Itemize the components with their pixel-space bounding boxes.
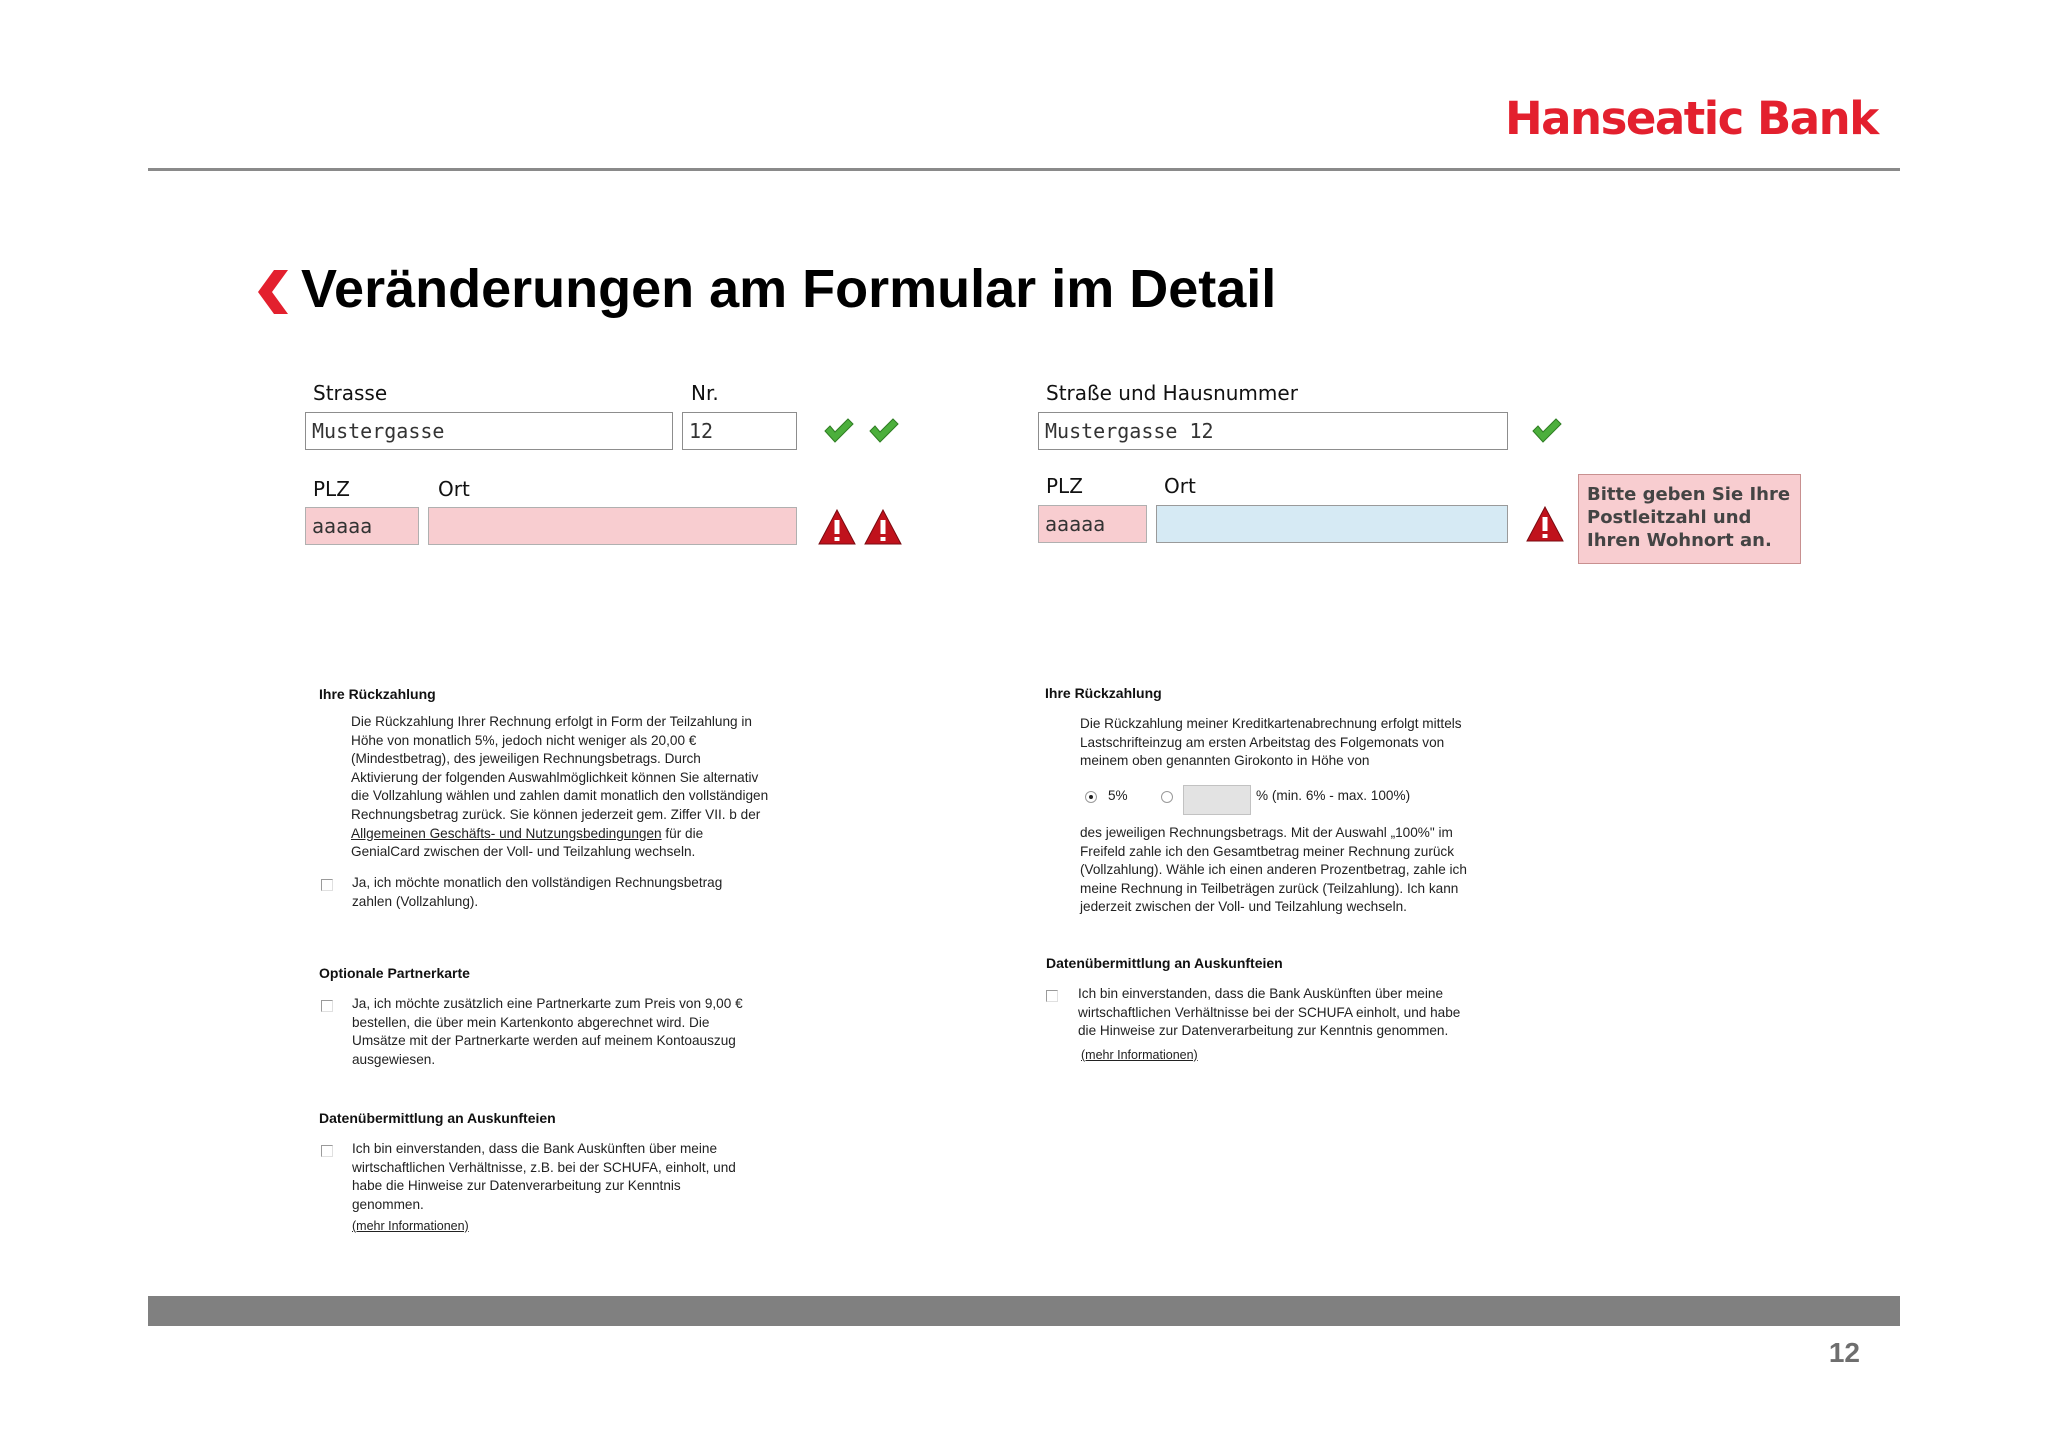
street-input[interactable]: Mustergasse [305,412,673,450]
text-line: wirtschaftlichen Verhältnisse bei der SCHUFA einholt, und habe [1078,1004,1461,1020]
partnerkarte-heading: Optionale Partnerkarte [319,965,470,981]
plz-input[interactable]: aaaaa [305,507,419,545]
schufa-consent-text [352,1140,832,1214]
repayment-5-percent-label: 5% [1108,788,1128,803]
check-icon [1530,414,1564,448]
text-line: Höhe von monatlich 5%, jedoch nicht weniger als 20,00 € [351,732,697,748]
text-line: des jeweiligen Rechnungsbetrags. Mit der Auswahl „100%" im [1080,825,1453,840]
more-info-link[interactable]: (mehr Informationen) [1081,1048,1198,1062]
text-line: die Vollzahlung wählen und zahlen damit monatlich den vollständigen [351,788,769,804]
text-line: Ja, ich möchte monatlich den vollständigen Rechnungsbetrag [352,875,723,890]
ort-label: Ort [1164,474,1196,498]
datenuebermittlung-heading: Datenübermittlung an Auskunfteien [319,1110,556,1126]
street-and-number-label: Straße und Hausnummer [1046,381,1298,405]
text-line [351,825,841,844]
chevron-left-icon [258,270,288,314]
partnerkarte-checkbox[interactable] [321,1000,333,1012]
agb-link[interactable]: Allgemeinen Geschäfts- und Nutzungsbedingungen [351,825,662,841]
text-line: Ja, ich möchte zusätzlich eine Partnerkarte zum Preis von 9,00 € [352,996,743,1011]
page-number: 12 [1828,1337,1860,1368]
text-line: jederzeit zwischen der Voll- und Teilzahlung wechseln. [1080,899,1407,915]
text-line: Die Rückzahlung meiner Kreditkartenabrechnung erfolgt mittels [1080,716,1462,731]
text-line: meinem oben genannten Girokonto in Höhe von [1080,753,1370,769]
rueckzahlung-heading: Ihre Rückzahlung [1045,685,1162,701]
warning-icon [1526,505,1564,543]
street-label: Strasse [313,381,388,405]
rueckzahlung-text [1080,715,1600,771]
text-line: GenialCard zwischen der Voll- und Teilzahlung wechseln. [351,844,696,860]
text-line: Ich bin einverstanden, dass die Bank Auskünften über meine [352,1141,717,1156]
text-line: Die Rückzahlung Ihrer Rechnung erfolgt in Form der Teilzahlung in [351,714,752,729]
text-line: meine Rechnung in Teilbeträgen zurück (Teilzahlung). Ich kann [1080,880,1459,896]
text-line: zahlen (Vollzahlung). [352,893,479,909]
text-line: Umsätze mit der Partnerkarte werden auf meinem Kontoauszug [352,1033,736,1049]
house-number-input[interactable]: 12 [682,412,797,450]
warning-icon [864,508,902,546]
nr-label: Nr. [691,381,719,405]
error-message-box: Bitte geben Sie Ihre Postleitzahl und Ihren Wohnort an. [1578,474,1801,564]
footer-bar [148,1296,1900,1326]
plz-label: PLZ [1046,474,1083,498]
text-line: Freifeld zahle ich den Gesamtbetrag meiner Rechnung zurück [1080,843,1455,859]
repayment-5-percent-radio[interactable] [1085,791,1097,803]
text-line: wirtschaftlichen Verhältnisse, z.B. bei der SCHUFA, einholt, und [352,1159,736,1175]
ort-input[interactable] [428,507,797,545]
text-line: Rechnungsbetrag zurück. Sie können jederzeit gem. Ziffer VII. b der [351,806,761,822]
rueckzahlung-text [351,713,841,862]
text-line: Aktivierung der folgenden Auswahlmöglichkeit können Sie alternativ [351,769,759,785]
check-icon [822,414,856,448]
percent-range-hint: % (min. 6% - max. 100%) [1256,788,1411,803]
text-line: die Hinweise zur Datenverarbeitung zur Kenntnis genommen. [1078,1023,1449,1039]
ort-label: Ort [438,477,470,501]
page-title: Veränderungen am Formular im Detail [301,259,1277,319]
text-line: bestellen, die über mein Kartenkonto abgerechnet wird. Die [352,1014,710,1030]
vollzahlung-checkbox[interactable] [321,879,333,891]
text-line: genommen. [352,1196,424,1212]
plz-label: PLZ [313,477,350,501]
partnerkarte-text [352,995,832,1069]
vollzahlung-explanation [1080,824,1600,917]
schufa-consent-text [1078,985,1598,1041]
plz-input[interactable]: aaaaa [1038,505,1147,543]
ort-input[interactable] [1156,505,1508,543]
more-info-link[interactable]: (mehr Informationen) [352,1219,469,1233]
rueckzahlung-heading: Ihre Rückzahlung [319,686,436,702]
header-divider [148,168,1900,171]
text-line: Lastschrifteinzug am ersten Arbeitstag des Folgemonats von [1080,734,1445,750]
text-line: Ich bin einverstanden, dass die Bank Auskünften über meine [1078,986,1443,1001]
repayment-custom-percent-radio[interactable] [1161,791,1173,803]
datenuebermittlung-heading: Datenübermittlung an Auskunfteien [1046,955,1283,971]
text-line: habe die Hinweise zur Datenverarbeitung zur Kenntnis [352,1178,681,1194]
check-icon [867,414,901,448]
warning-icon [818,508,856,546]
street-and-number-input[interactable]: Mustergasse 12 [1038,412,1508,450]
hanseatic-bank-logo: Hanseatic Bank [1505,92,1878,145]
schufa-consent-checkbox[interactable] [321,1145,333,1157]
text-fragment: für die [661,825,704,841]
text-line: (Vollzahlung). Wähle ich einen anderen Prozentbetrag, zahle ich [1080,862,1467,878]
text-line: ausgewiesen. [352,1051,436,1067]
text-line: (Mindestbetrag), des jeweiligen Rechnungsbetrags. Durch [351,751,701,767]
vollzahlung-text [352,874,832,911]
schufa-consent-checkbox[interactable] [1046,990,1058,1002]
percent-input[interactable] [1183,785,1251,815]
